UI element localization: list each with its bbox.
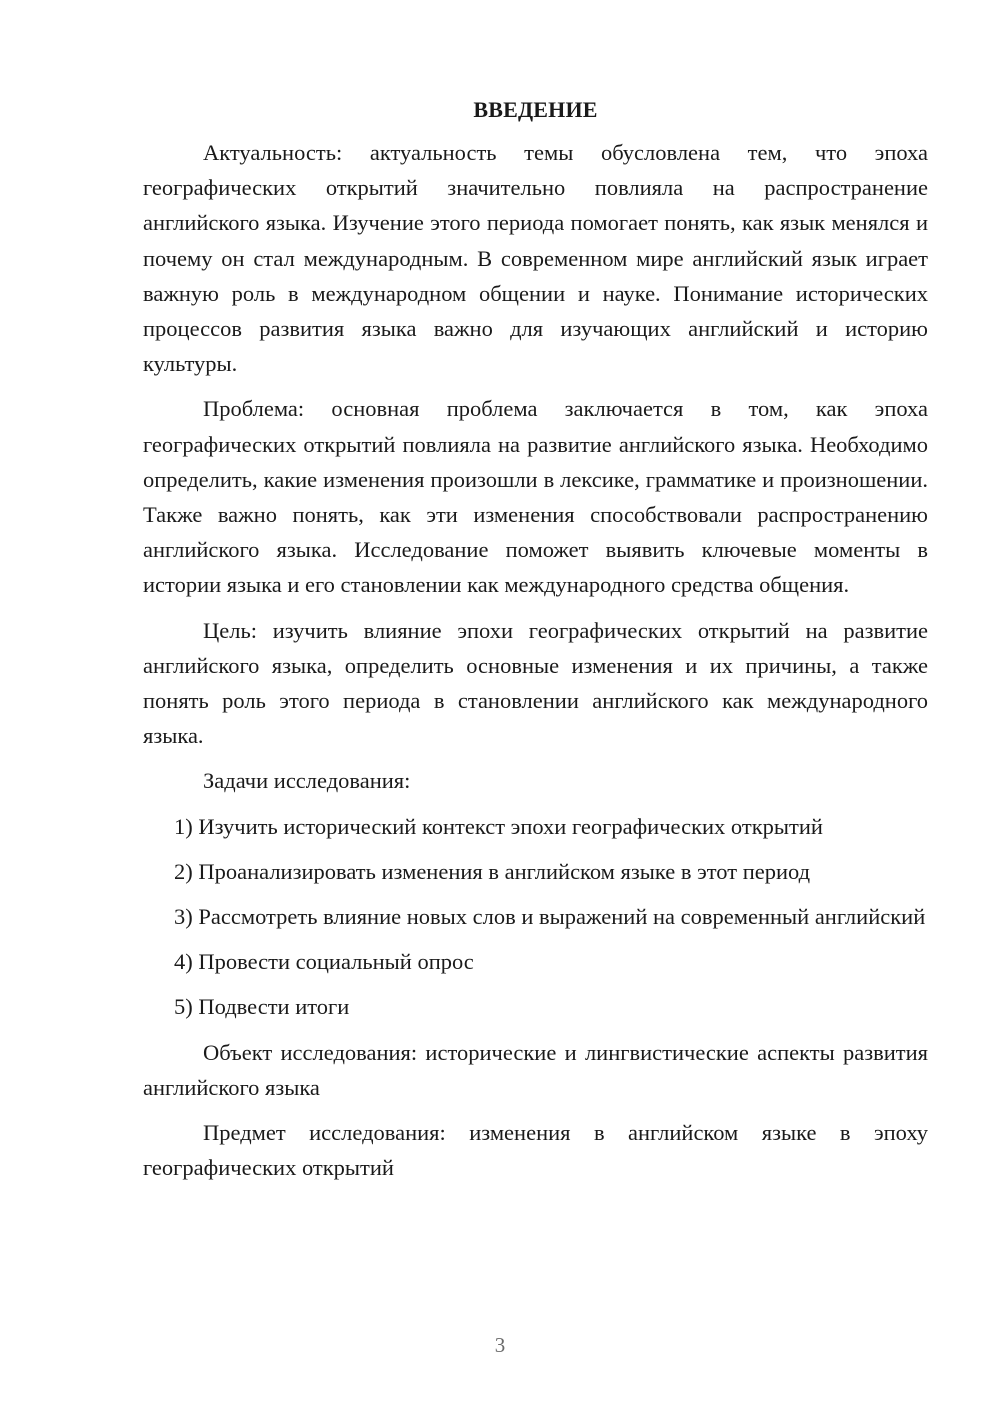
- object-paragraph: Объект исследования: исторические и лингвистические аспекты развития английского языка: [143, 1039, 928, 1100]
- problem-paragraph: Проблема: основная проблема заключается в том, как эпоха географических открытий повлияла на развитие английского языка. Необходимо определить, какие изменения произошли в лексике, грамматике и произношении. Также важно понять, как эти изменения способствовали распространению английского языка. Исследование поможет выявить ключевые моменты в истории языка и его становлении как международного средства общения.: [143, 396, 928, 598]
- subject-paragraph: Предмет исследования: изменения в английском языке в эпоху географических открытий: [143, 1120, 928, 1181]
- document-page: [143, 95, 928, 1195]
- task-item: 3) Рассмотреть влияние новых слов и выражений на современный английский: [174, 904, 926, 930]
- tasks-heading: Задачи исследования:: [203, 768, 411, 794]
- task-item: 5) Подвести итоги: [174, 994, 350, 1020]
- relevance-paragraph: Актуальность: актуальность темы обусловлена тем, что эпоха географических открытий значительно повлияла на распространение английского языка. Изучение этого периода помогает понять, как язык менялся и почему он стал международным. В современном мире английский язык играет важную роль в международном общении и науке. Понимание исторических процессов развития языка важно для изучающих английский и историю культуры.: [143, 140, 928, 377]
- goal-paragraph: Цель: изучить влияние эпохи географических открытий на развитие английского языка, определить основные изменения и их причины, а также понять роль этого периода в становлении английского как международного языка.: [143, 617, 928, 749]
- page-title: ВВЕДЕНИЕ: [473, 97, 598, 122]
- tasks-list: [143, 809, 928, 1025]
- task-item: 2) Проанализировать изменения в английском языке в этот период: [174, 858, 811, 884]
- page-number: 3: [494, 1333, 506, 1357]
- task-item: 1) Изучить исторический контекст эпохи географических открытий: [174, 813, 823, 839]
- task-item: 4) Провести социальный опрос: [174, 949, 474, 975]
